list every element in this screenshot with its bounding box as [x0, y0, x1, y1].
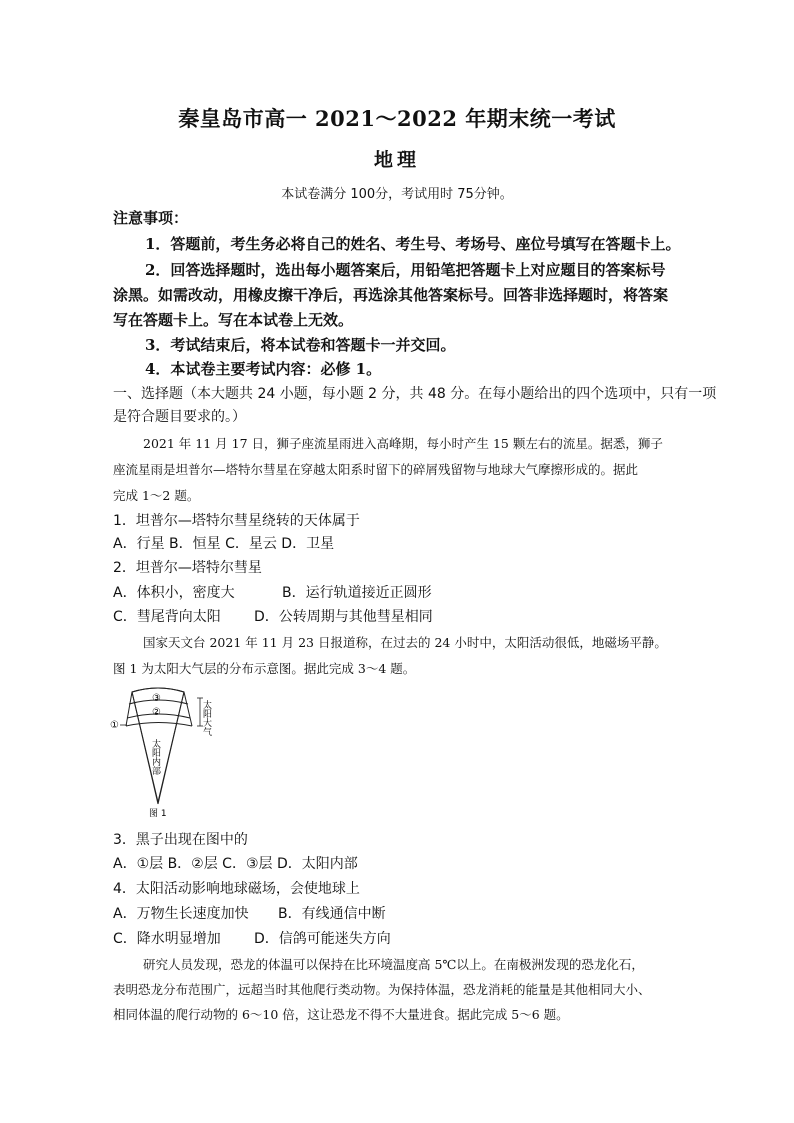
side-label: 太阳大气	[201, 700, 211, 736]
layer-arc-1	[126, 723, 192, 727]
note-item-2b: 涂黑。如需改动，用橡皮擦干净后，再选涂其他答案标号。回答非选择题时，将答案	[113, 286, 669, 304]
passage1-line-c: 完成 1～2 题。	[113, 488, 200, 503]
q4-stem: 4．太阳活动影响地球磁场，会使地球上	[113, 881, 360, 897]
solar-atmosphere-diagram	[108, 682, 228, 822]
q2-option-d: D．公转周期与其他彗星相同	[254, 609, 433, 625]
inner-label: 太阳内部	[150, 739, 160, 775]
q2-option-c: C．彗尾背向太阳	[113, 609, 221, 625]
exam-title: 秦皇岛市高一 2021～2022 年期末统一考试	[178, 106, 616, 131]
q1-stem: 1．坦普尔—塔特尔彗星绕转的天体属于	[113, 513, 360, 529]
note-item-2a: 2．回答选择题时，选出每小题答案后，用铅笔把答题卡上对应题目的答案标号	[145, 261, 666, 279]
q3-options: A．①层 B．②层 C．③层 D．太阳内部	[113, 856, 358, 872]
q2-stem: 2．坦普尔—塔特尔彗星	[113, 560, 262, 576]
note-item-4: 4．本试卷主要考试内容：必修 1。	[145, 360, 382, 378]
q3-stem: 3．黑子出现在图中的	[113, 832, 248, 848]
passage1-line-b: 座流星雨是坦普尔—塔特尔彗星在穿越太阳系时留下的碎屑残留物与地球大气摩擦形成的。据此	[113, 462, 639, 477]
fan-right-side	[158, 692, 184, 804]
layer-label-3: ③	[152, 693, 161, 704]
note-item-2c: 写在答题卡上。写在本试卷上无效。	[113, 311, 354, 329]
passage2-line-b: 图 1 为太阳大气层的分布示意图。据此完成 3～4 题。	[113, 661, 416, 676]
notes-heading: 注意事项：	[113, 209, 189, 227]
q4-option-d: D．信鸽可能迷失方向	[254, 931, 391, 947]
q2-option-a: A．体积小，密度大	[113, 585, 235, 601]
layer-arc-outer	[132, 688, 184, 692]
subject-title: 地理	[373, 149, 420, 171]
note-item-3: 3．考试结束后，将本试卷和答题卡一并交回。	[145, 336, 456, 354]
passage3-line-c: 相同体温的爬行动物的 6～10 倍，这让恐龙不得不大量进食。据此完成 5～6 题。	[113, 1007, 569, 1022]
q1-options: A．行星 B．恒星 C．星云 D．卫星	[113, 536, 335, 552]
section-heading-b: 是符合题目要求的。）	[113, 409, 246, 425]
layer-label-1: ①	[110, 720, 119, 731]
exam-info: 本试卷满分 100分，考试用时 75分钟。	[281, 187, 513, 202]
figure-caption: 图 1	[149, 809, 167, 819]
q4-option-b: B．有线通信中断	[278, 906, 386, 922]
section-heading-a: 一、选择题（本大题共 24 小题，每小题 2 分，共 48 分。在每小题给出的四个选项中，只有一项	[113, 386, 717, 402]
layer-label-2: ②	[152, 707, 161, 718]
q4-option-c: C．降水明显增加	[113, 931, 221, 947]
passage2-line-a: 国家天文台 2021 年 11 月 23 日报道称，在过去的 24 小时中，太阳活动很低，地磁场平静。	[143, 635, 667, 650]
passage1-line-a: 2021 年 11 月 17 日，狮子座流星雨进入高峰期，每小时产生 15 颗左右的流星。据悉，狮子	[143, 436, 663, 451]
passage3-line-a: 研究人员发现，恐龙的体温可以保持在比环境温度高 5℃以上。在南极洲发现的恐龙化石，	[143, 957, 644, 972]
passage3-line-b: 表明恐龙分布范围广，远超当时其他爬行类动物。为保持体温，恐龙消耗的能量是其他相同大小、	[113, 982, 651, 997]
q2-option-b: B．运行轨道接近正圆形	[282, 585, 432, 601]
note-item-1: 1．答题前，考生务必将自己的姓名、考生号、考场号、座位号填写在答题卡上。	[145, 235, 681, 253]
q4-option-a: A．万物生长速度加快	[113, 906, 249, 922]
